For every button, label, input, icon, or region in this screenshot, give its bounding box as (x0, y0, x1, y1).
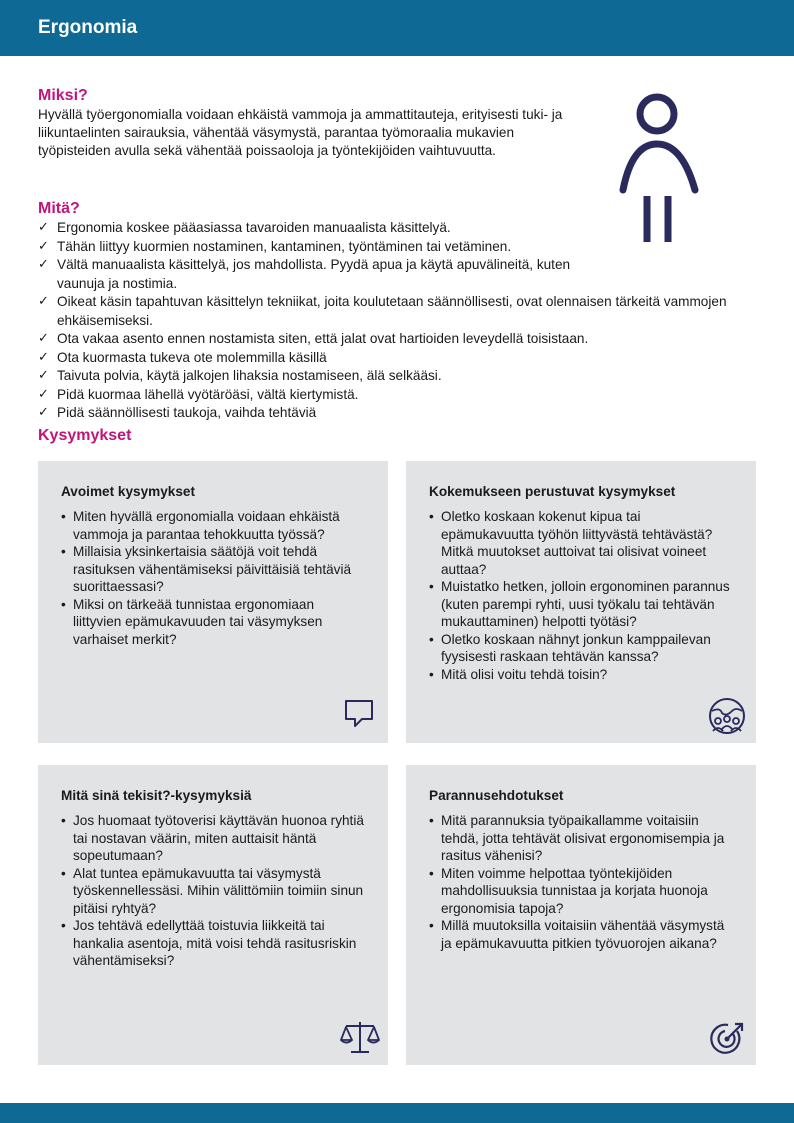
question-card-improvements (406, 765, 756, 1065)
list-item: • Millaisia yksinkertaisia säätöjä voit tehdä rasituksen vähentämiseksi päivittäisiä tehtäviä suorittaessasi? (61, 543, 366, 596)
card-title: Parannusehdotukset (429, 788, 564, 803)
why-paragraph: Hyvällä työergonomialla voidaan ehkäistä vammoja ja ammattitauteja, erityisesti tuki- ja liikuntaelinten sairauksia, vähentää väsymystä, parantaa työmoraalia mukavien työpisteiden avulla sekä vähentää poissaoloja ja työntekijöiden vaihtuvuutta. (38, 107, 563, 158)
footer-bar (0, 1103, 794, 1123)
list-item: • Jos huomaat työtoverisi käyttävän huonoa ryhtiä tai nostavan väärin, miten auttaisit häntä sopeutumaan? (61, 812, 366, 865)
list-item: • Mitä olisi voitu tehdä toisin? (429, 666, 734, 684)
what-heading: Mitä? (38, 200, 80, 217)
questions-heading: Kysymykset (38, 427, 132, 444)
list-item: • Oletko koskaan nähnyt jonkun kamppailevan fyysisesti raskaan tehtävän kanssa? (429, 631, 734, 666)
card-title: Avoimet kysymykset (61, 484, 195, 499)
list-item: ✓ Ergonomia koskee pääasiassa tavaroiden manuaalista käsittelyä. (38, 219, 758, 238)
list-item: • Miksi on tärkeää tunnistaa ergonomiaan liittyvien epämukavuuden tai väsymyksen varhaiset merkit? (61, 596, 366, 649)
speech-bubble-icon (342, 697, 376, 731)
question-card-open (38, 461, 388, 743)
list-item: ✓ Taivuta polvia, käytä jalkojen lihaksia nostamiseen, älä selkääsi. (38, 367, 758, 386)
page-title: Ergonomia (38, 17, 138, 38)
list-item: • Oletko koskaan kokenut kipua tai epämukavuutta työhön liittyvästä tehtävästä? Mitkä muutokset auttoivat tai olisivat voineet auttaa? (429, 508, 734, 578)
list-item: • Mitä parannuksia työpaikallamme voitaisiin tehdä, jotta tehtävät olisivat ergonomisempia ja rasitus vähenisi? (429, 812, 734, 865)
card-title: Mitä sinä tekisit?-kysymyksiä (61, 788, 252, 803)
why-heading: Miksi? (38, 87, 88, 104)
list-item: ✓ Ota vakaa asento ennen nostamista siten, että jalat ovat hartioiden leveydellä toisistaan. (38, 330, 758, 349)
what-checklist (38, 219, 758, 423)
list-item: • Miten hyvällä ergonomialla voidaan ehkäistä vammoja ja parantaa tehokkuutta työssä? (61, 508, 366, 543)
list-item: ✓ Vältä manuaalista käsittelyä, jos mahdollista. Pyydä apua ja käytä apuvälineitä, kuten vaunuja ja nostimia. (38, 256, 577, 293)
list-item: • Jos tehtävä edellyttää toistuvia liikkeitä tai hankalia asentoja, mitä voisi tehdä rasitusriskin vähentämiseksi? (61, 917, 366, 970)
list-item: • Muistatko hetken, jolloin ergonominen parannus (kuten parempi ryhti, uusi työkalu tai tehtävän mukauttaminen) helpotti työtäsi? (429, 578, 734, 631)
list-item: ✓ Pidä kuormaa lähellä vyötäröäsi, vältä kiertymistä. (38, 386, 758, 405)
scales-icon (340, 1019, 380, 1055)
card-question-list (61, 812, 366, 970)
list-item: ✓ Oikeat käsin tapahtuvan käsittelyn tekniikat, joita koulutetaan säännöllisesti, ovat olennaisen tärkeitä vammojen ehkäisemiseksi. (38, 293, 758, 330)
list-item: • Miten voimme helpottaa työntekijöiden mahdollisuuksia tunnistaa ja korjata huonoja ergonomisia tapoja? (429, 865, 734, 918)
list-item: • Alat tuntea epämukavuutta tai väsymystä työskennellessäsi. Mihin välittömiin toimiin sinun pitäisi ryhtyä? (61, 865, 366, 918)
list-item: ✓ Pidä säännöllisesti taukoja, vaihda tehtäviä (38, 404, 758, 423)
list-item: ✓ Ota kuormasta tukeva ote molemmilla käsillä (38, 349, 758, 368)
card-question-list (429, 508, 734, 683)
card-question-list (429, 812, 734, 952)
question-card-experience (406, 461, 756, 743)
question-card-what-would-you-do (38, 765, 388, 1065)
target-icon (710, 1021, 746, 1057)
list-item: • Millä muutoksilla voitaisiin vähentää väsymystä ja epämukavuutta pitkien työvuorojen aikana? (429, 917, 734, 952)
globe-people-icon (706, 695, 748, 737)
list-item: ✓ Tähän liittyy kuormien nostaminen, kantaminen, työntäminen tai vetäminen. (38, 238, 758, 257)
card-question-list (61, 508, 366, 648)
card-title: Kokemukseen perustuvat kysymykset (429, 484, 676, 499)
